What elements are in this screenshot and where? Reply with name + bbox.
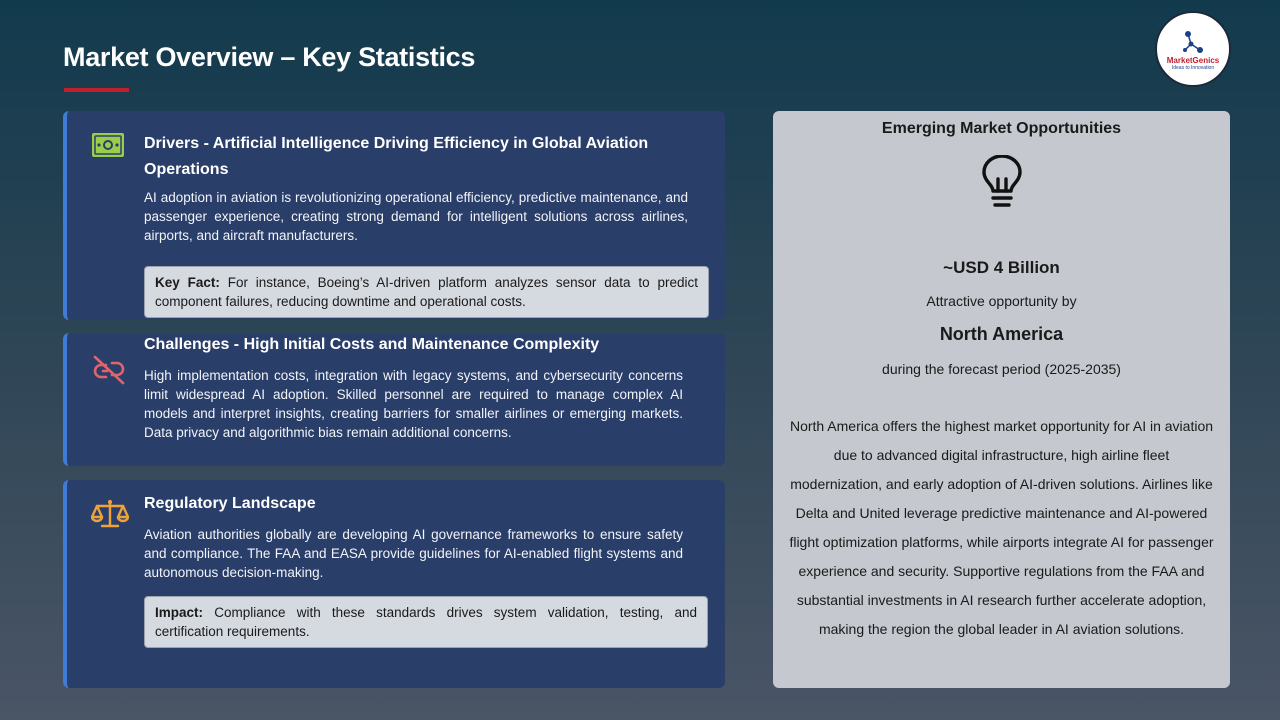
key-fact-text: For instance, Boeing’s AI-driven platform analyzes sensor data to predict component failures, reducing downtime and operational costs. <box>155 275 698 309</box>
lightbulb-icon <box>978 155 1026 211</box>
network-nodes-icon <box>1180 29 1206 55</box>
impact-box <box>144 596 708 648</box>
opportunity-subtitle: Attractive opportunity by <box>926 293 1077 309</box>
opportunity-period: during the forecast period (2025-2035) <box>882 361 1121 377</box>
regulatory-body: Aviation authorities globally are developing AI governance frameworks to ensure safety and compliance. The FAA and EASA provide guidelines for AI-enabled flight systems and autonomous decision-making. <box>144 527 683 580</box>
challenges-body: High implementation costs, integration with legacy systems, and cybersecurity concerns limit widespread AI adoption. Skilled personnel are required to manage complex AI models and interpret insights, creating barriers for smaller airlines or emerging markets. Data privacy and algorithmic bias remain additional concerns. <box>144 368 683 440</box>
scales-icon <box>91 498 129 530</box>
opportunity-description: North America offers the highest market opportunity for AI in aviation due to advanced digital infrastructure, high airline fleet modernization, and early adoption of AI-driven solutions. Airlines like Delta and United leverage predictive maintenance and AI-powered flight optimization platforms, while airports integrate AI for passenger experience and security. Supportive regulations from the FAA and substantial investments in AI research further accelerate adoption, making the region the global leader in AI aviation solutions. <box>789 418 1214 637</box>
logo-name: MarketGenics <box>1166 56 1220 65</box>
impact-text: Compliance with these standards drives system validation, testing, and certification requirements. <box>155 605 697 639</box>
opportunity-value: ~USD 4 Billion <box>943 258 1060 277</box>
opportunity-title: Emerging Market Opportunities <box>881 120 1122 137</box>
broken-link-icon <box>91 355 127 385</box>
money-icon <box>91 132 125 158</box>
drivers-body: AI adoption in aviation is revolutionizing operational efficiency, predictive maintenance, and passenger experience, creating strong demand for intelligent solutions across airlines, airports, and aircraft manufacturers. <box>144 190 688 243</box>
key-fact-box <box>144 266 709 318</box>
title-underline <box>64 88 129 92</box>
impact-label: Impact: <box>155 605 204 620</box>
challenges-heading: Challenges - High Initial Costs and Maintenance Complexity <box>144 336 600 353</box>
opportunity-panel <box>773 111 1230 688</box>
logo-tagline: Ideas to Innovation <box>1171 65 1215 71</box>
opportunity-region: North America <box>939 324 1064 344</box>
regulatory-card <box>63 480 725 688</box>
page-title: Market Overview – Key Statistics <box>63 42 476 72</box>
challenges-card <box>63 333 725 466</box>
drivers-card <box>63 111 725 320</box>
drivers-heading: Drivers - Artificial Intelligence Driving Efficiency in Global Aviation Operations <box>144 135 649 178</box>
key-fact-label: Key Fact: <box>155 275 220 290</box>
company-logo <box>1155 11 1231 87</box>
regulatory-heading: Regulatory Landscape <box>144 495 316 512</box>
